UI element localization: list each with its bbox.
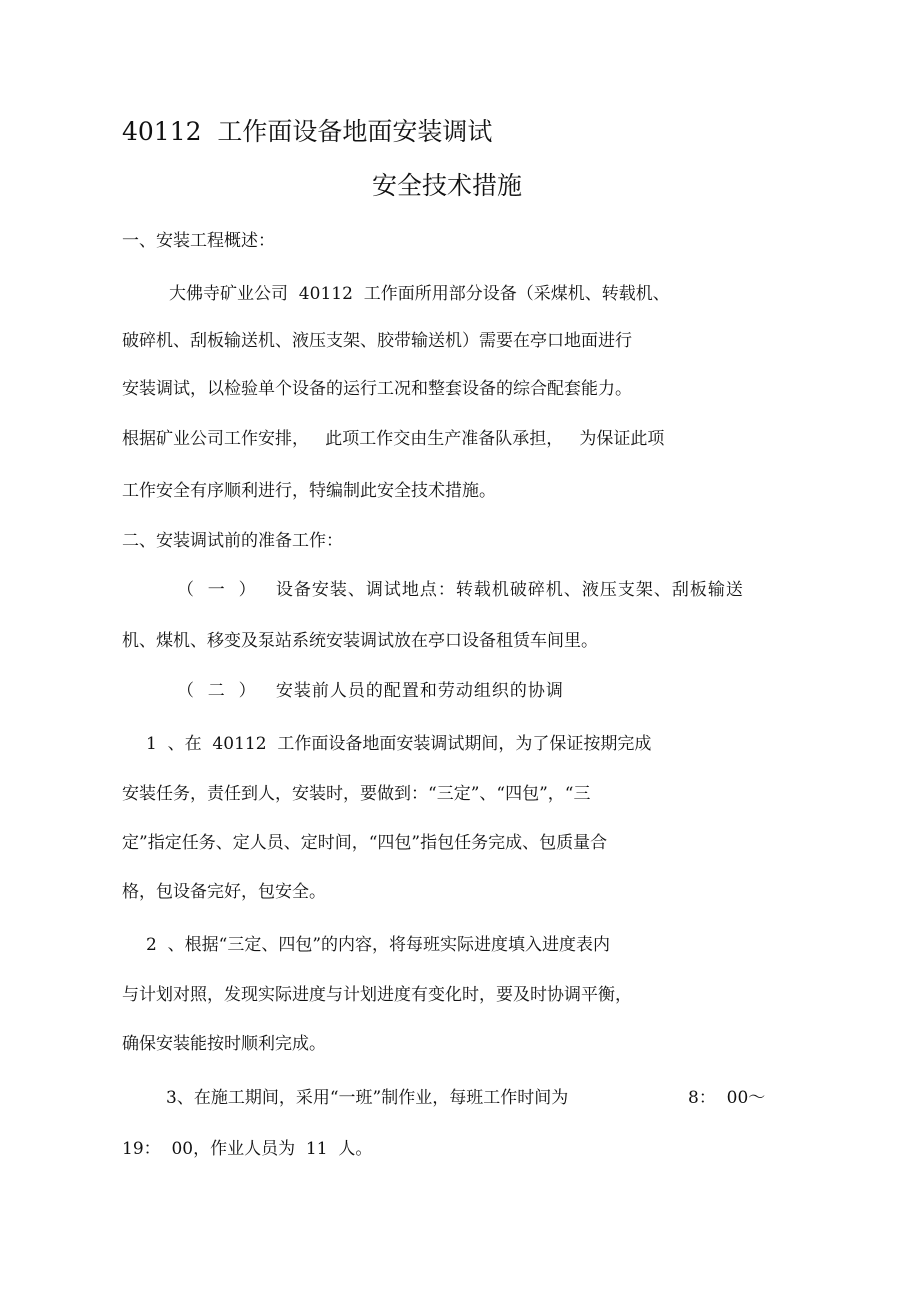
point-3-line: 19： 00，作业人员为 11 人。 <box>122 1139 373 1159</box>
section-heading-preparation: 二、安装调试前的准备工作： <box>122 531 343 551</box>
preparation-item-1-line: （ 一 ） 设备安装、调试地点：转载机破碎机、液压支架、刮板输送 <box>177 580 744 600</box>
point-1-line: 安装任务，责任到人，安装时，要做到：“三定”、“四包”，“三 <box>122 784 591 804</box>
point-3-line: 3、在施工期间，采用“一班”制作业，每班工作时间为 <box>166 1088 569 1108</box>
point-2-line: 与计划对照，发现实际进度与计划进度有变化时，要及时协调平衡， <box>122 985 632 1005</box>
overview-paragraph-line: 大佛寺矿业公司 40112 工作面所用部分设备（采煤机、转载机、 <box>169 284 670 304</box>
overview-paragraph-line: 根据矿业公司工作安排， 此项工作交由生产准备队承担， 为保证此项 <box>122 429 665 449</box>
point-1-line: 定”指定任务、定人员、定时间，“四包”指包任务完成、包质量合 <box>122 833 608 853</box>
section-heading-overview: 一、安装工程概述： <box>122 231 275 251</box>
document-title-line-2: 安全技术措施 <box>372 171 523 200</box>
point-2-line: 2 、根据“三定、四包”的内容，将每班实际进度填入进度表内 <box>146 935 611 955</box>
overview-paragraph-line: 安装调试，以检验单个设备的运行工况和整套设备的综合配套能力。 <box>122 379 632 399</box>
point-2-line: 确保安装能按时顺利完成。 <box>122 1034 326 1054</box>
overview-paragraph-line: 工作安全有序顺利进行，特编制此安全技术措施。 <box>122 481 496 501</box>
point-1-line: 格，包设备完好，包安全。 <box>122 882 326 902</box>
point-1-line: 1 、在 40112 工作面设备地面安装调试期间，为了保证按期完成 <box>146 734 652 754</box>
preparation-item-2-heading: （ 二 ） 安装前人员的配置和劳动组织的协调 <box>177 681 564 701</box>
document-title-line-1: 40112 工作面设备地面安装调试 <box>122 117 493 146</box>
overview-paragraph-line: 破碎机、刮板输送机、液压支架、胶带输送机）需要在亭口地面进行 <box>122 331 632 351</box>
point-3-time-start: 8： 00～ <box>688 1088 766 1108</box>
preparation-item-1-line: 机、煤机、移变及泵站系统安装调试放在亭口设备租赁车间里。 <box>122 631 598 651</box>
